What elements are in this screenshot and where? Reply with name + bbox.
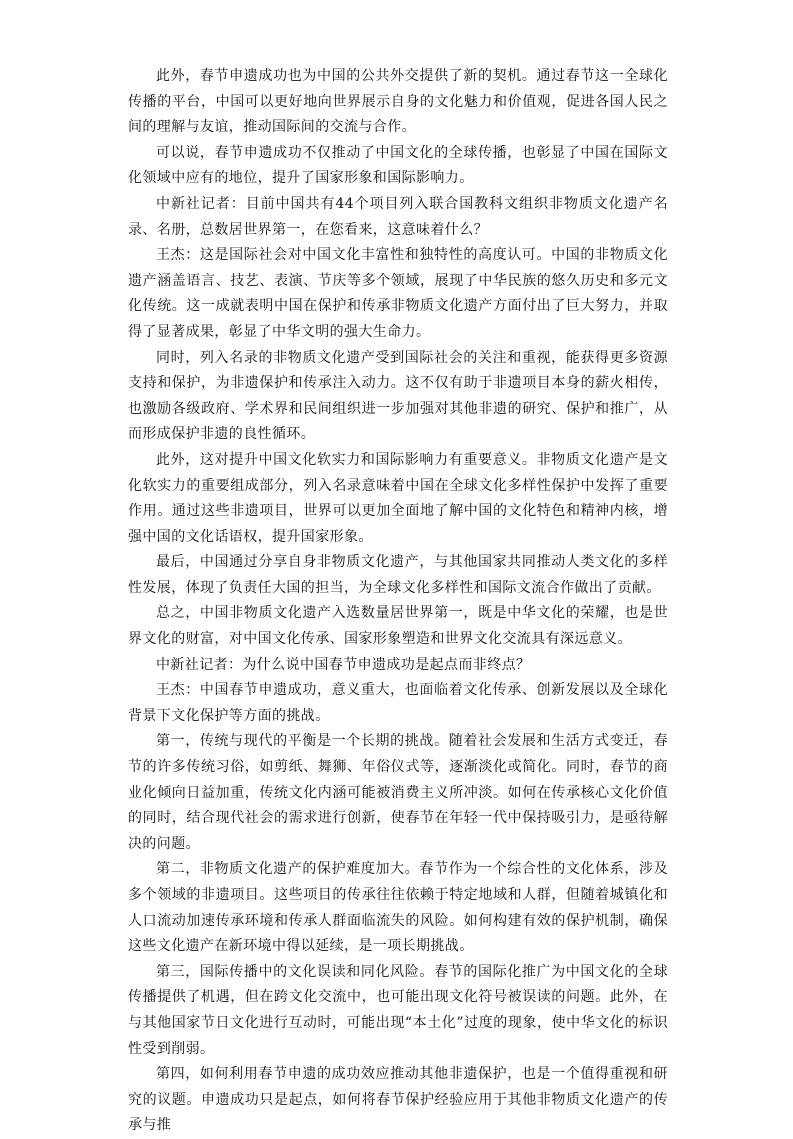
paragraph: 同时，列入名录的非物质文化遗产受到国际社会的关注和重视，能获得更多资源支持和保护，为非遗保护和传承注入动力。这不仅有助于非遗项目本身的薪火相传，也激励各级政府、学术界和民间组织进一步加强对其他非遗的研究、保护和推广，从而形成保护非遗的良性循环。 [128, 349, 668, 443]
paragraph: 王杰：中国春节申遗成功，意义重大，也面临着文化传承、创新发展以及全球化背景下文化保护等方面的挑战。 [128, 682, 668, 724]
paragraph: 总之，中国非物质文化遗产入选数量居世界第一，既是中华文化的荣耀，也是世界文化的财富，对中国文化传承、国家形象塑造和世界文化交流具有深远意义。 [128, 605, 668, 648]
paragraph: 第二，非物质文化遗产的保护难度加大。春节作为一个综合性的文化体系，涉及多个领域的非遗项目。这些项目的传承往往依赖于特定地域和人群，但随着城镇化和人口流动加速传承环境和传承人群面临流失的风险。如何构建有效的保护机制，确保这些文化遗产在新环境中得以延续，是一项长期挑战。 [128, 861, 668, 955]
paragraph: 中新社记者：为什么说中国春节申遗成功是起点而非终点？ [156, 656, 531, 673]
paragraph: 此外，春节申遗成功也为中国的公共外交提供了新的契机。通过春节这一全球化传播的平台，中国可以更好地向世界展示自身的文化魅力和价值观，促进各国人民之间的理解与友谊，推动国际间的交流与合作。 [128, 68, 668, 136]
paragraph: 此外，这对提升中国文化软实力和国际影响力有重要意义。非物质文化遗产是文化软实力的重要组成部分，列入名录意味着中国在全球文化多样性保护中发挥了重要作用。通过这些非遗项目，世界可以更加全面地了解中国的文化特色和精神内核，增强中国的文化话语权，提升国家形象。 [128, 451, 668, 545]
paragraph: 最后，中国通过分享自身非物质文化遗产，与其他国家共同推动人类文化的多样性发展，体现了负责任大国的担当，为全球文化多样性和国际文流合作做出了贡献。 [128, 554, 668, 596]
paragraph: 王杰：这是国际社会对中国文化丰富性和独特性的高度认可。中国的非物质文化遗产涵盖语言、技艺、表演、节庆等多个领域，展现了中华民族的悠久历史和多元文化传统。这一成就表明中国在保护和传承非物质文化遗产方面付出了巨大努力，并取得了显著成果，彰显了中华文明的强大生命力。 [128, 247, 668, 340]
paragraph: 中新社记者：目前中国共有44个项目列入联合国教科文组织非物质文化遗产名录、名册，总数居世界第一，在您看来，这意味着什么？ [128, 195, 668, 238]
paragraph: 第三，国际传播中的文化误读和同化风险。春节的国际化推广为中国文化的全球传播提供了机遇，但在跨文化交流中，也可能出现文化符号被误读的问题。此外，在与其他国家节日文化进行互动时，可能出现“本土化”过度的现象，使中华文化的标识性受到削弱。 [128, 963, 668, 1057]
paragraph: 第四，如何利用春节申遗的成功效应推动其他非遗保护，也是一个值得重视和研究的议题。申遗成功只是起点，如何将春节保护经验应用于其他非物质文化遗产的传承与推 [128, 1066, 668, 1134]
paragraph: 可以说，春节申遗成功不仅推动了中国文化的全球传播，也彰显了中国在国际文化领域中应有的地位，提升了国家形象和国际影响力。 [128, 144, 668, 187]
paragraph: 第一，传统与现代的平衡是一个长期的挑战。随着社会发展和生活方式变迁，春节的许多传统习俗，如剪纸、舞狮、年俗仪式等，逐渐淡化或简化。同时，春节的商业化倾向日益加重，传统文化内涵可能被消费主义所冲淡。如何在传承核心文化价值的同时，结合现代社会的需求进行创新，使春节在年轻一代中保持吸引力，是亟待解决的问题。 [128, 733, 668, 852]
document-page [128, 64, 668, 1139]
